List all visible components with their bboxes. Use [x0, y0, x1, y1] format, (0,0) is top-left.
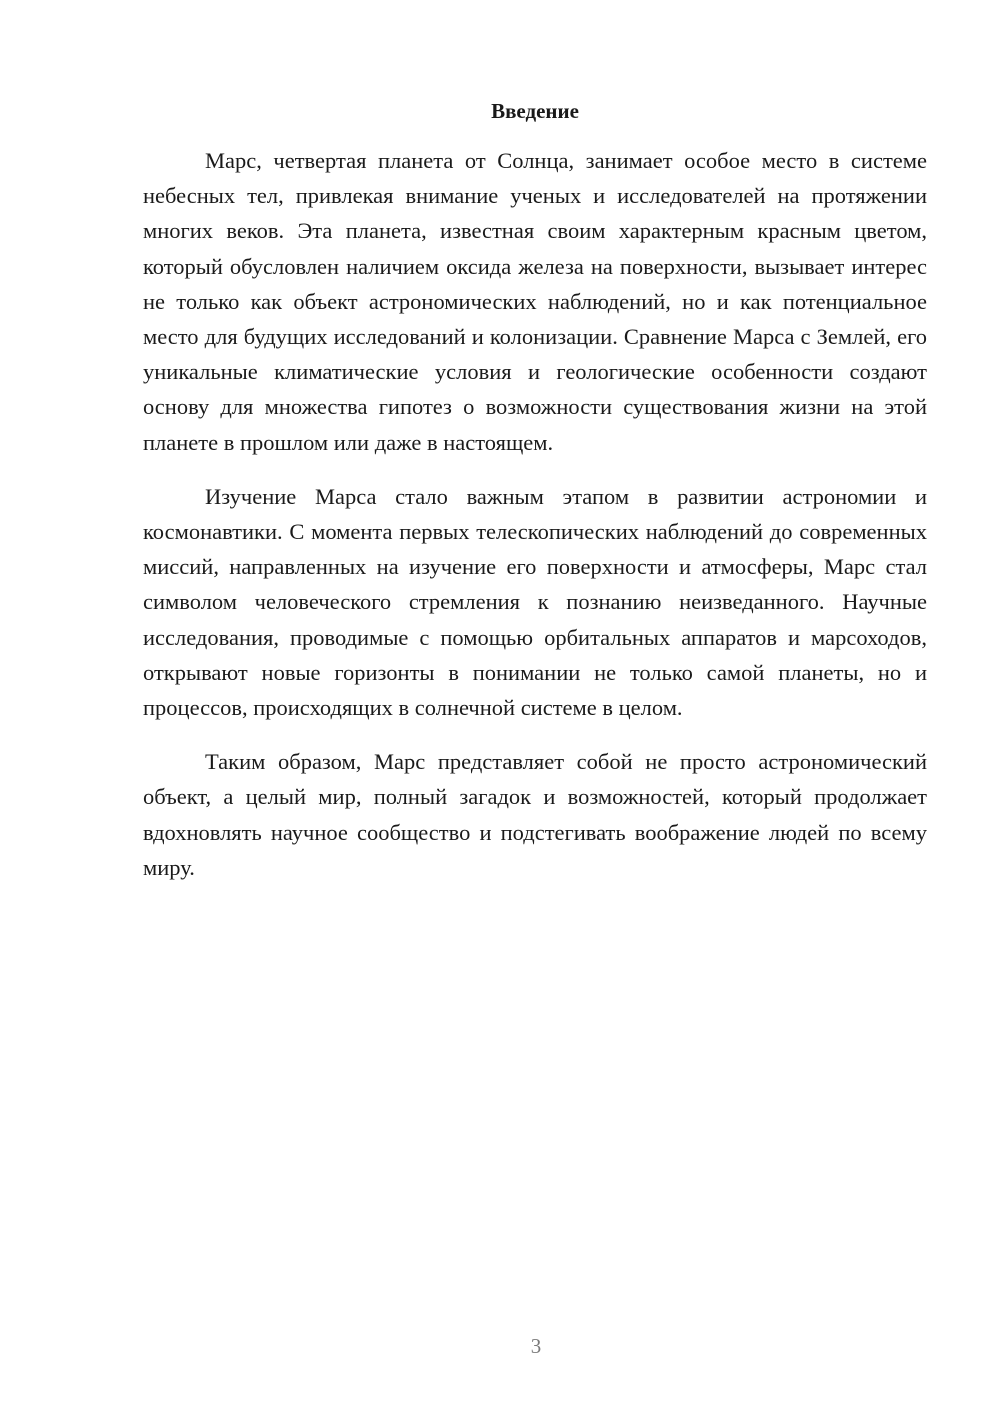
paragraph-2: Изучение Марса стало важным этапом в развитии астрономии и космонавтики. С момента первых телескопических наблюдений до современных миссий, направленных на изучение его поверхности и атмосферы, Марс стал символом человеческого стремления к познанию неизведанного. Научные исследования, проводимые с помощью орбитальных аппаратов и марсоходов, открывают новые горизонты в понимании не только самой планеты, но и процессов, происходящих в солнечной системе в целом. [143, 483, 927, 721]
page-number: 3 [530, 1334, 542, 1358]
paragraph-3: Таким образом, Марс представляет собой не просто астрономический объект, а целый мир, полный загадок и возможностей, который продолжает вдохновлять научное сообщество и подстегивать воображение людей по всему миру. [143, 749, 927, 880]
page-content [143, 96, 927, 904]
paragraph-1: Марс, четвертая планета от Солнца, занимает особое место в системе небесных тел, привлекая внимание ученых и исследователей на протяжении многих веков. Эта планета, известная своим характерным красным цветом, который обусловлен наличием оксида железа на поверхности, вызывает интерес не только как объект астрономических наблюдений, но и как потенциальное место для будущих исследований и колонизации. Сравнение Марса с Землей, его уникальные климатические условия и геологические особенности создают основу для множества гипотез о возможности существования жизни на этой планете в прошлом или даже в настоящем. [143, 148, 927, 455]
section-heading: Введение [491, 99, 579, 123]
